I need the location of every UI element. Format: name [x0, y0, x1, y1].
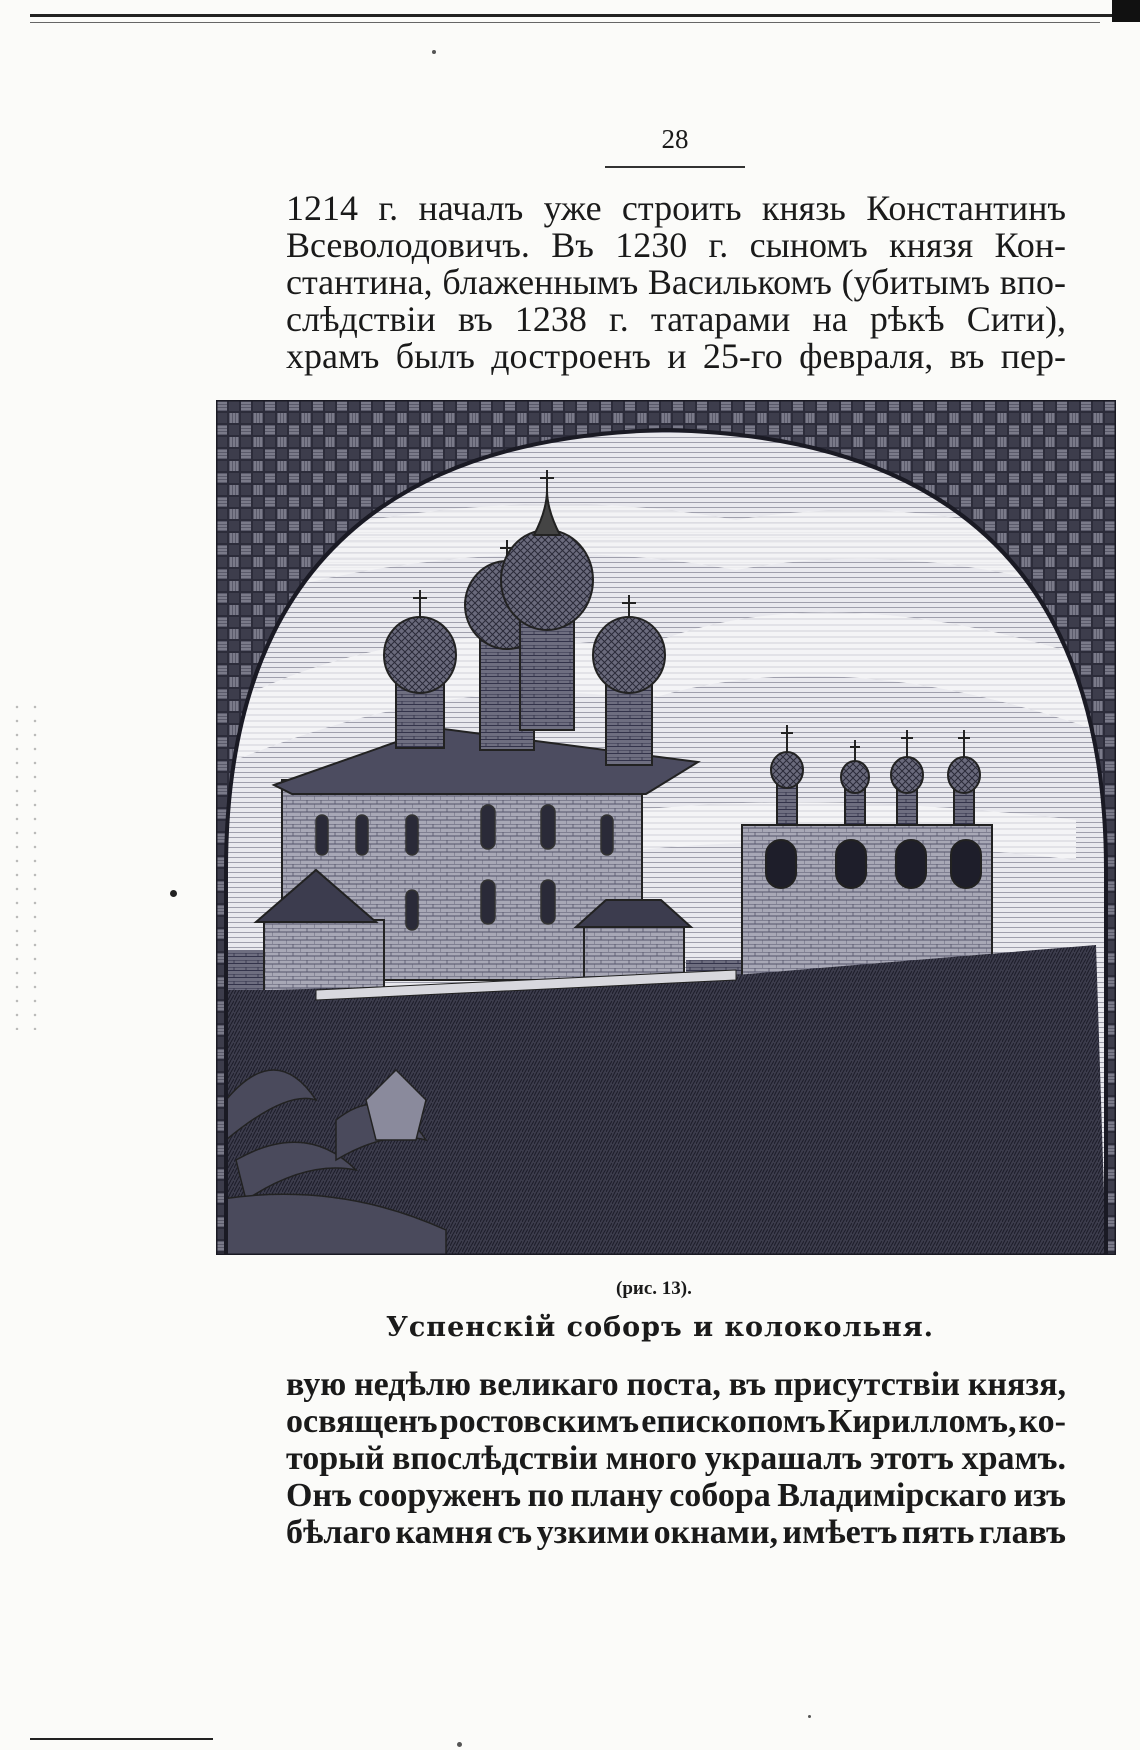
text-line: [286, 1403, 1066, 1440]
word: 1214: [286, 188, 358, 228]
text-line: [286, 338, 1066, 375]
word: украшалъ: [704, 1440, 863, 1477]
word: по: [527, 1477, 565, 1514]
word: г.: [708, 225, 729, 265]
word: слѣдствіи: [286, 299, 436, 339]
text-line: [286, 301, 1066, 338]
text-line: [286, 264, 1066, 301]
word: рѣкѣ: [869, 299, 945, 339]
word: изъ: [1013, 1477, 1066, 1514]
word: въ: [949, 336, 985, 376]
word: ко-: [1018, 1403, 1066, 1440]
paragraph-top: [286, 190, 1066, 375]
word: (убитымъ: [841, 262, 991, 302]
word: Кон-: [994, 225, 1066, 265]
word: Василькомъ: [647, 262, 832, 302]
word: сыномъ: [749, 225, 868, 265]
word: главъ: [978, 1514, 1066, 1551]
word: сооруженъ: [358, 1477, 522, 1514]
word: блаженнымъ: [442, 262, 639, 302]
figure-caption: Успенскій соборъ и колокольня.: [385, 1312, 935, 1343]
word: съ: [497, 1514, 533, 1551]
word: 25-го: [702, 336, 783, 376]
word: былъ: [395, 336, 475, 376]
text-line: [286, 1514, 1066, 1551]
page-number: 28: [661, 124, 689, 154]
word: г.: [609, 299, 629, 339]
paper-speck: [457, 1742, 462, 1747]
word: окнами,: [653, 1514, 779, 1551]
top-border-rule-thin: [30, 22, 1100, 23]
word: узкими: [536, 1514, 650, 1551]
word: пять: [901, 1514, 975, 1551]
word: Владимірскаго: [777, 1477, 1008, 1514]
paragraph-bottom: [286, 1366, 1066, 1551]
page-number-rule: [605, 166, 745, 168]
word: недѣлю: [354, 1366, 471, 1403]
word: князя: [889, 225, 974, 265]
word: Онъ: [286, 1477, 352, 1514]
word: этотъ: [869, 1440, 954, 1477]
word: строить: [621, 188, 742, 228]
word: торый: [286, 1440, 385, 1477]
word: князя,: [967, 1366, 1066, 1403]
word: храмъ.: [961, 1440, 1066, 1477]
cathedral-engraving: [216, 400, 1116, 1255]
page-edge-mark: [1112, 0, 1140, 22]
text-line: [286, 1440, 1066, 1477]
word: епископомъ: [641, 1403, 826, 1440]
word: впослѣдствіи: [392, 1440, 598, 1477]
word: вую: [286, 1366, 347, 1403]
word: бѣлаго: [286, 1514, 392, 1551]
word: достроенъ: [491, 336, 651, 376]
word: Константинъ: [866, 188, 1066, 228]
text-line: [286, 1477, 1066, 1514]
word: впо-: [999, 262, 1066, 302]
paper-speck: [170, 890, 177, 897]
word: ростовскимъ: [439, 1403, 640, 1440]
text-line: [286, 190, 1066, 227]
word: Въ: [551, 225, 594, 265]
word: имѣетъ: [782, 1514, 898, 1551]
word: освященъ: [286, 1403, 438, 1440]
bottom-edge-rule: [30, 1738, 213, 1740]
word: много: [605, 1440, 698, 1477]
word: Кирилломъ,: [827, 1403, 1017, 1440]
text-line: [286, 227, 1066, 264]
word: великаго: [478, 1366, 619, 1403]
top-border-rule: [30, 14, 1115, 17]
word: уже: [543, 188, 602, 228]
word: 1238: [514, 299, 587, 339]
word: татарами: [650, 299, 791, 339]
word: и: [667, 336, 687, 376]
paper-speck: [432, 50, 436, 54]
word: г.: [378, 188, 399, 228]
word: въ: [457, 299, 493, 339]
word: присутствіи: [773, 1366, 960, 1403]
text-line: [286, 1366, 1066, 1403]
word: плану: [570, 1477, 663, 1514]
word: въ: [728, 1366, 767, 1403]
word: собора: [669, 1477, 771, 1514]
word: князь: [761, 188, 846, 228]
word: на: [812, 299, 848, 339]
word: стантина,: [286, 262, 433, 302]
word: камня: [395, 1514, 493, 1551]
paper-speck: [808, 1715, 811, 1718]
word: началъ: [418, 188, 524, 228]
figure-number: (рис. 13).: [616, 1278, 692, 1299]
word: Всеволодовичъ.: [286, 225, 530, 265]
word: храмъ: [286, 336, 380, 376]
word: пер-: [1000, 336, 1066, 376]
word: февраля,: [799, 336, 934, 376]
word: Сити),: [966, 299, 1066, 339]
word: поста,: [626, 1366, 721, 1403]
margin-speckle: [8, 700, 48, 1030]
word: 1230: [615, 225, 688, 265]
